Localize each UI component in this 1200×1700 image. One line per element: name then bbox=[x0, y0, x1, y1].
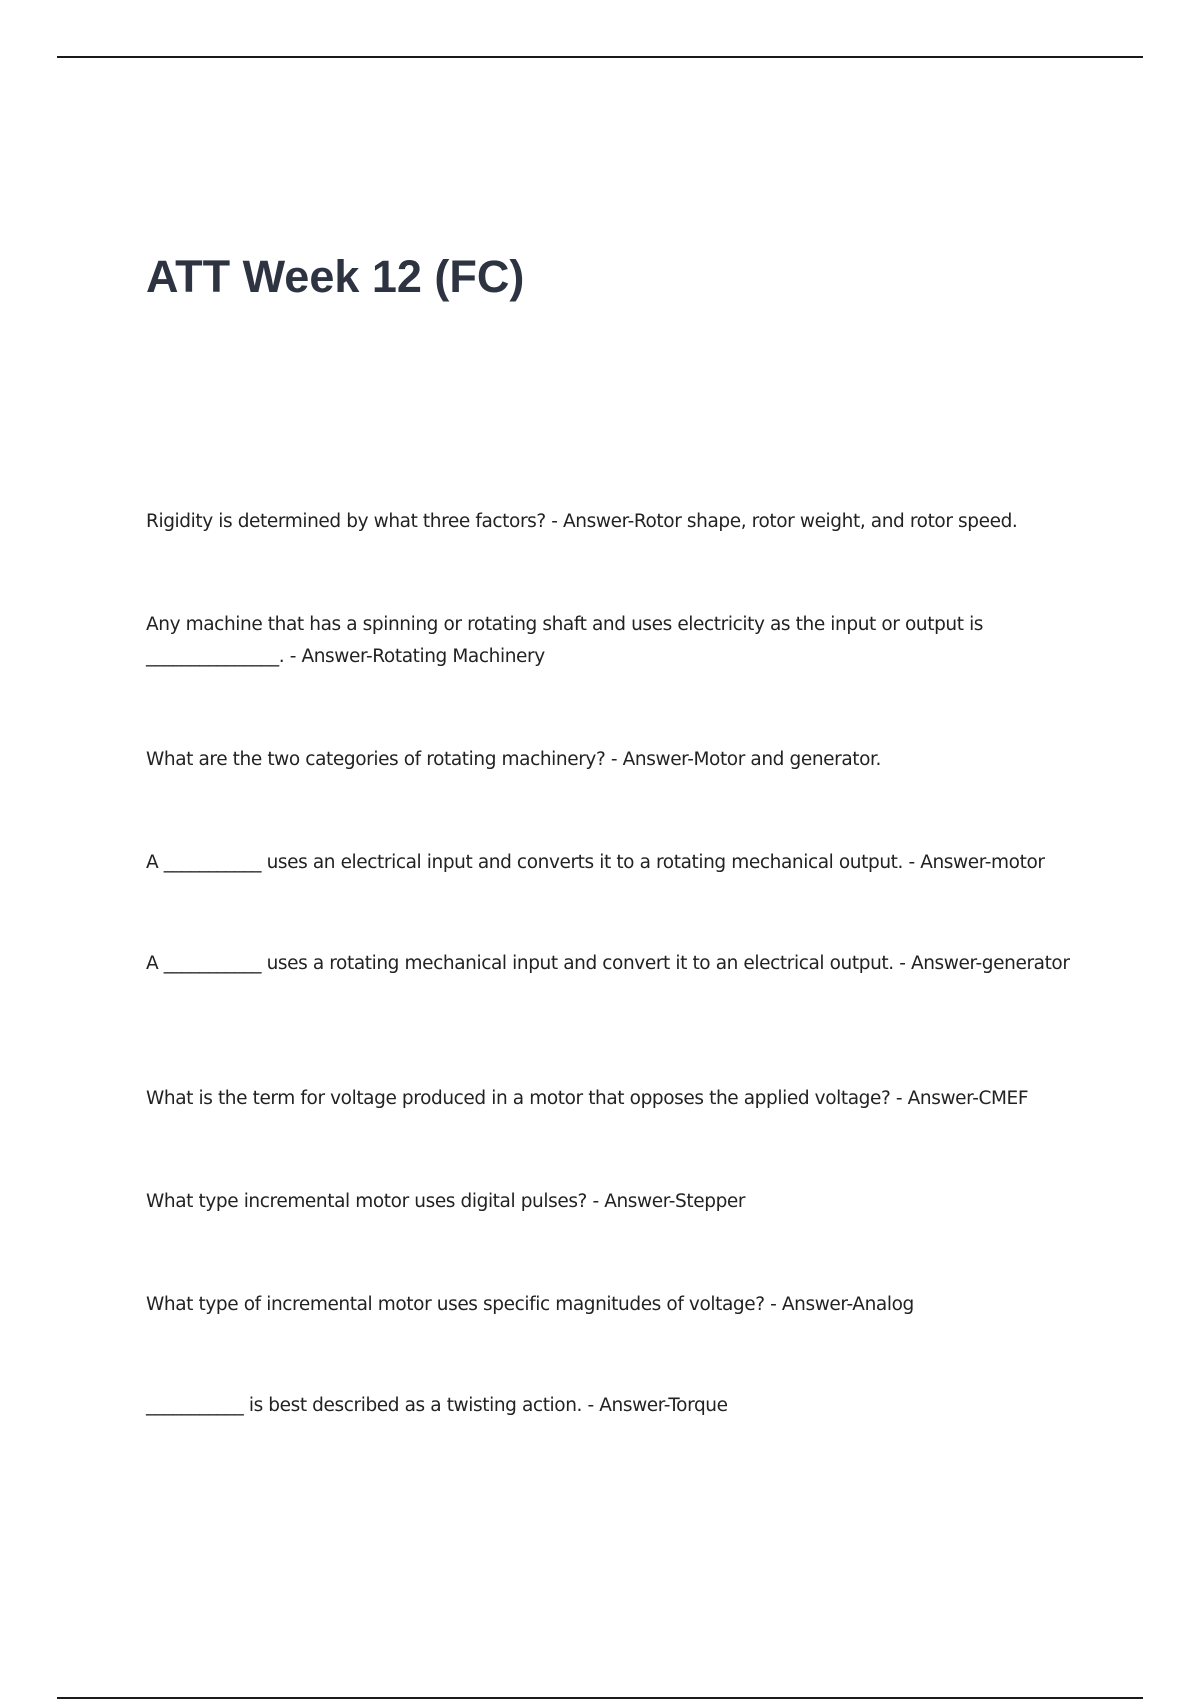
qa-item-3: What are the two categories of rotating machinery? - Answer-Motor and generator. bbox=[146, 749, 882, 770]
qa-item-6: What is the term for voltage produced in a motor that opposes the applied voltage? - Answer-CMEF bbox=[146, 1088, 1029, 1109]
bottom-divider bbox=[57, 1697, 1143, 1699]
qa-item-9: ___________ is best described as a twisting action. - Answer-Torque bbox=[146, 1395, 728, 1416]
qa-item-1: Rigidity is determined by what three factors? - Answer-Rotor shape, rotor weight, and rotor speed. bbox=[146, 511, 1018, 532]
top-divider bbox=[57, 56, 1143, 58]
qa-item-5: A ___________ uses a rotating mechanical input and convert it to an electrical output. - Answer-generator bbox=[146, 953, 1070, 974]
qa-item-2: Any machine that has a spinning or rotating shaft and uses electricity as the input or output is _______________. - Answer-Rotating Machinery bbox=[146, 614, 984, 667]
document-title: ATT Week 12 (FC) bbox=[146, 251, 525, 302]
qa-item-7: What type incremental motor uses digital pulses? - Answer-Stepper bbox=[146, 1191, 746, 1212]
qa-item-8: What type of incremental motor uses specific magnitudes of voltage? - Answer-Analog bbox=[146, 1294, 914, 1315]
qa-item-4: A ___________ uses an electrical input and converts it to a rotating mechanical output. - Answer-motor bbox=[146, 852, 1045, 873]
